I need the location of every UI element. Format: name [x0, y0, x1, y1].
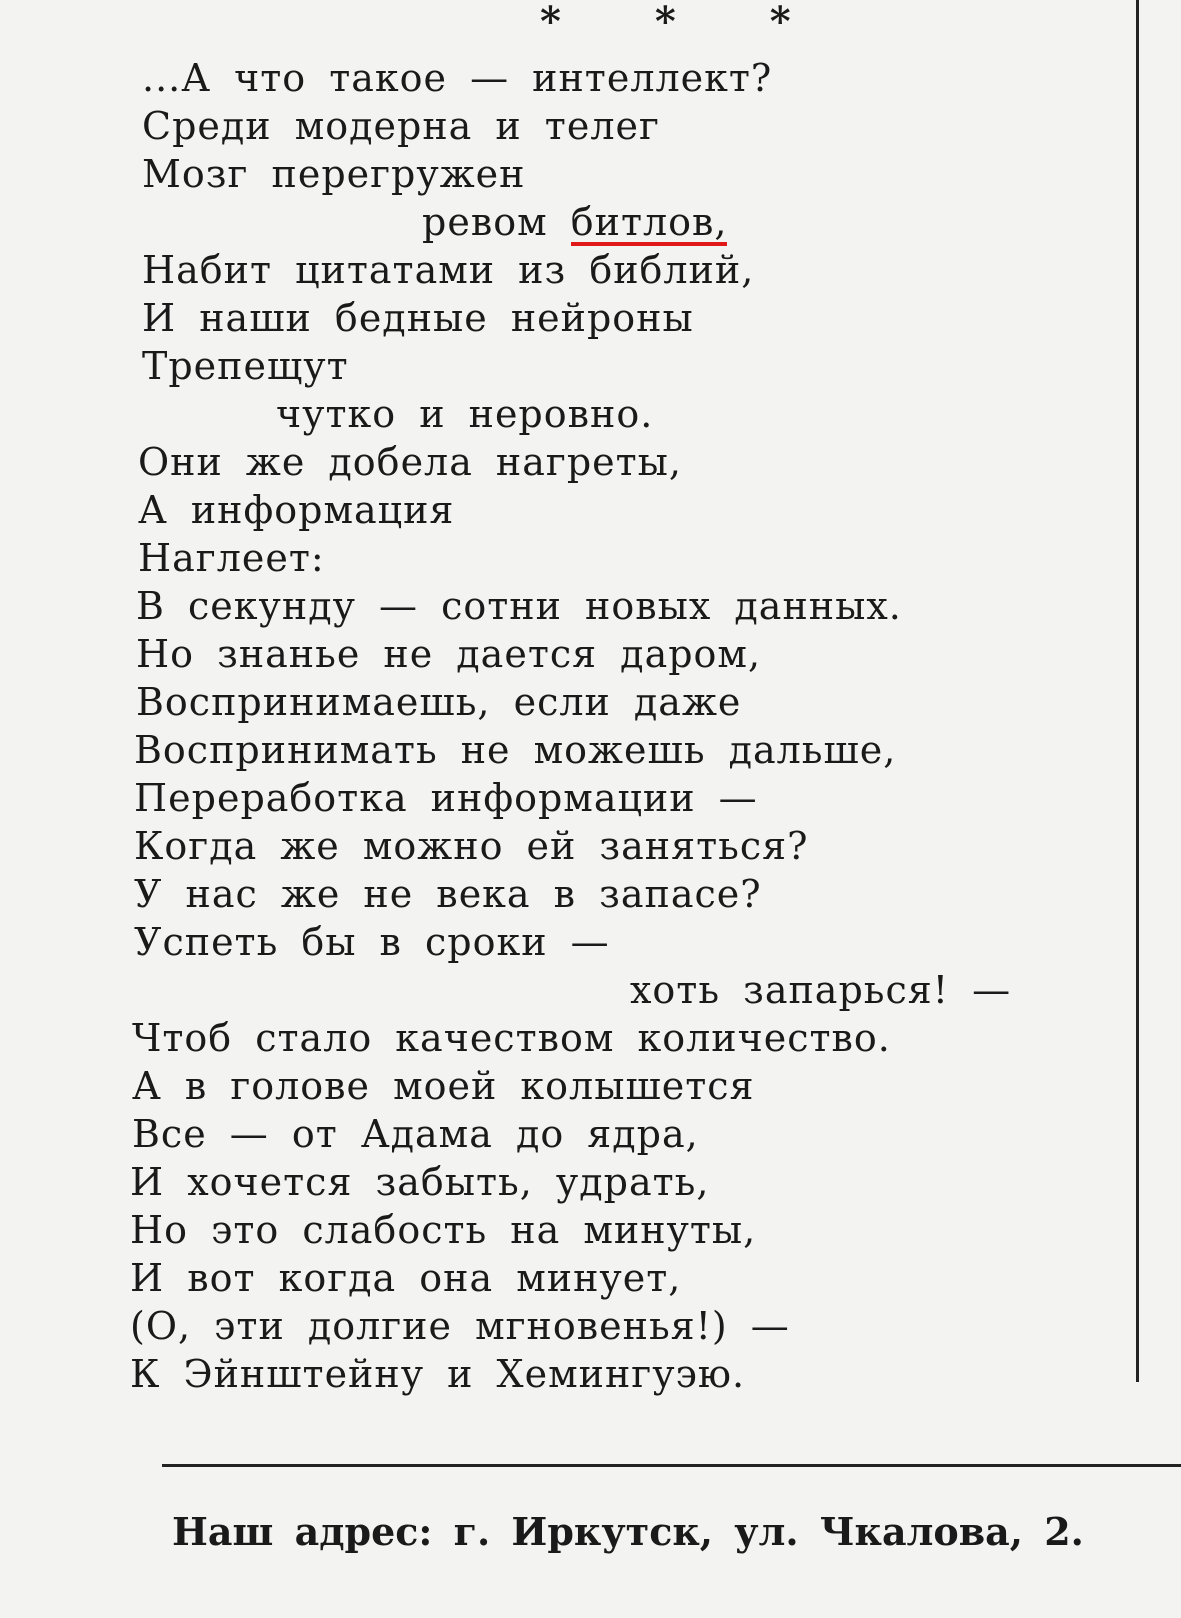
poem-line: Успеть бы в сроки — [134, 920, 610, 964]
poem-line: Все — от Адама до ядра, [132, 1112, 699, 1156]
underlined-word: битлов, [570, 200, 728, 244]
poem-line: Когда же можно ей заняться? [134, 824, 809, 868]
poem-line: А информация [138, 488, 455, 532]
poem-line: ...А что такое — интеллект? [142, 56, 773, 100]
poem-line: Наглеет: [138, 536, 325, 580]
section-stars: * * * [540, 0, 831, 45]
poem-line: Чтоб стало качеством количество. [132, 1016, 891, 1060]
poem-line: В секунду — сотни новых данных. [136, 584, 902, 628]
poem-line: (О, эти долгие мгновенья!) — [130, 1304, 790, 1348]
poem-line: И хочется забыть, удрать, [130, 1160, 710, 1204]
poem-line: Набит цитатами из библий, [142, 248, 755, 292]
poem-line: Среди модерна и телег [142, 104, 660, 148]
poem-word: ревом [422, 200, 548, 244]
poem-line: Переработка информации — [134, 776, 758, 820]
poem-line: К Эйнштейну и Хемингуэю. [130, 1352, 746, 1396]
poem-line: Мозг перегружен [142, 152, 526, 196]
poem-line: Воспринимаешь, если даже [136, 680, 742, 724]
poem-line: У нас же не века в запасе? [134, 872, 762, 916]
poem-line: Они же добела нагреты, [138, 440, 682, 484]
poem-line: И наши бедные нейроны [142, 296, 694, 340]
poem-line: Но это слабость на минуты, [130, 1208, 757, 1252]
poem-line: Трепещут [142, 344, 349, 388]
right-column-rule [1136, 0, 1139, 1382]
poem-line: чутко и неровно. [276, 392, 654, 436]
footer-divider [162, 1464, 1181, 1467]
poem-line: А в голове моей колышется [132, 1064, 755, 1108]
poem-line: Воспринимать не можешь дальше, [134, 728, 897, 772]
poem-line: Но знанье не дается даром, [136, 632, 762, 676]
poem-line [422, 198, 727, 246]
poem-line: И вот когда она минует, [130, 1256, 682, 1300]
poem-line: хоть запарься! — [630, 968, 1012, 1012]
footer-address: Наш адрес: г. Иркутск, ул. Чкалова, 2. [172, 1509, 1084, 1554]
